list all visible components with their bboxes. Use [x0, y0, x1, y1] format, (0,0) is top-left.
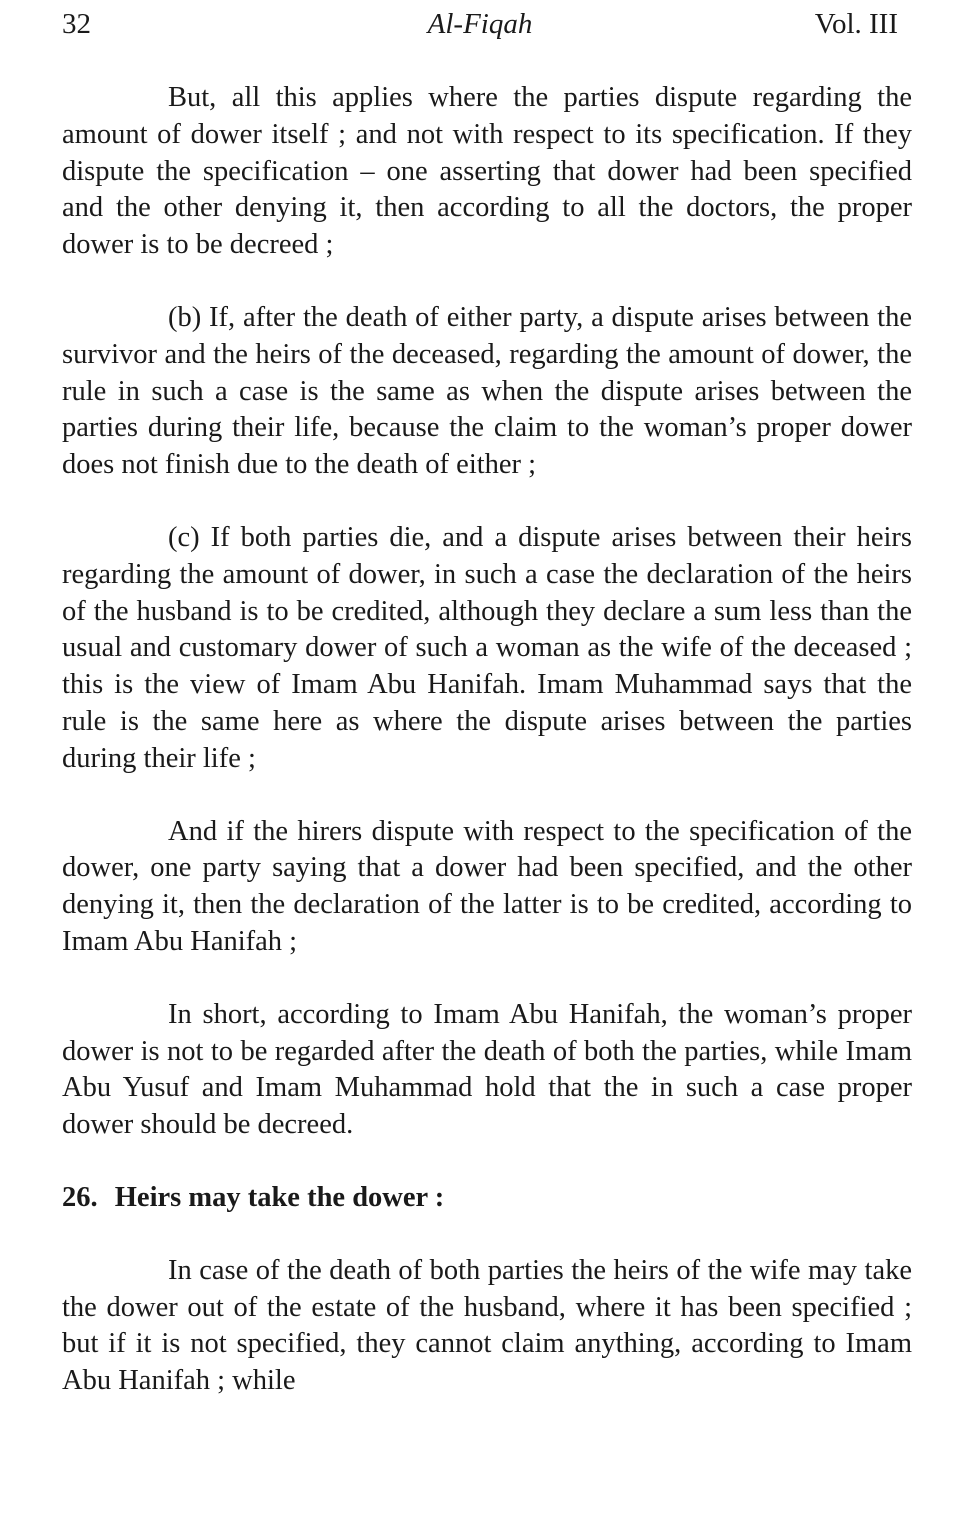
section-heading: [62, 1180, 912, 1217]
volume-label: Vol. III: [814, 8, 898, 40]
paragraph-dispute-specification: But, all this applies where the parties dispute regarding the amount of dower itself ; and not with respect to its specification. If they dispute the specification – one asserting that dower had been specified and the other denying it, then according to all the doctors, the proper dower is to be decreed ;: [62, 82, 912, 261]
paragraph-clause-b: (b) If, after the death of either party, a dispute arises between the survivor and the heirs of the deceased, regarding the amount of dower, the rule in such a case is the same as when the dispute arises between the parties during their life, because the claim to the woman’s proper dower does not finish due to the death of either ;: [62, 301, 912, 481]
body-text: [62, 80, 912, 1400]
section-title: Heirs may take the dower :: [114, 1181, 445, 1213]
paragraph-in-short: In short, according to Imam Abu Hanifah, the woman’s proper dower is not to be regarded after the death of both the parties, while Imam Abu Yusuf and Imam Muhammad hold that the in such a case proper dower should be decreed.: [62, 998, 912, 1141]
paragraph-heirs-dower: In case of the death of both parties the heirs of the wife may take the dower out of the estate of the husband, where it has been specified ; but if it is not specified, they cannot claim anything, according to Imam Abu Hanifah ; while: [62, 1254, 912, 1397]
running-header: [62, 4, 898, 44]
paragraph-clause-c: (c) If both parties die, and a dispute arises between their heirs regarding the amount of dower, in such a case the declaration of the heirs of the husband is to be credited, although they declare a sum less than the usual and customary dower of such a woman as the wife of the deceased ; this is the view of Imam Abu Hanifah. Imam Muhammad says that the rule is the same here as where the dispute arises between the parties during their life ;: [62, 521, 912, 774]
section-number: 26.: [62, 1181, 98, 1213]
paragraph-hirers-dispute: And if the hirers dispute with respect to the specification of the dower, one party saying that a dower had been specified, and the other denying it, then the declaration of the latter is to be credited, according to Imam Abu Hanifah ;: [62, 815, 912, 957]
book-title: Al-Fiqah: [427, 8, 533, 40]
page-number: 32: [62, 8, 91, 40]
